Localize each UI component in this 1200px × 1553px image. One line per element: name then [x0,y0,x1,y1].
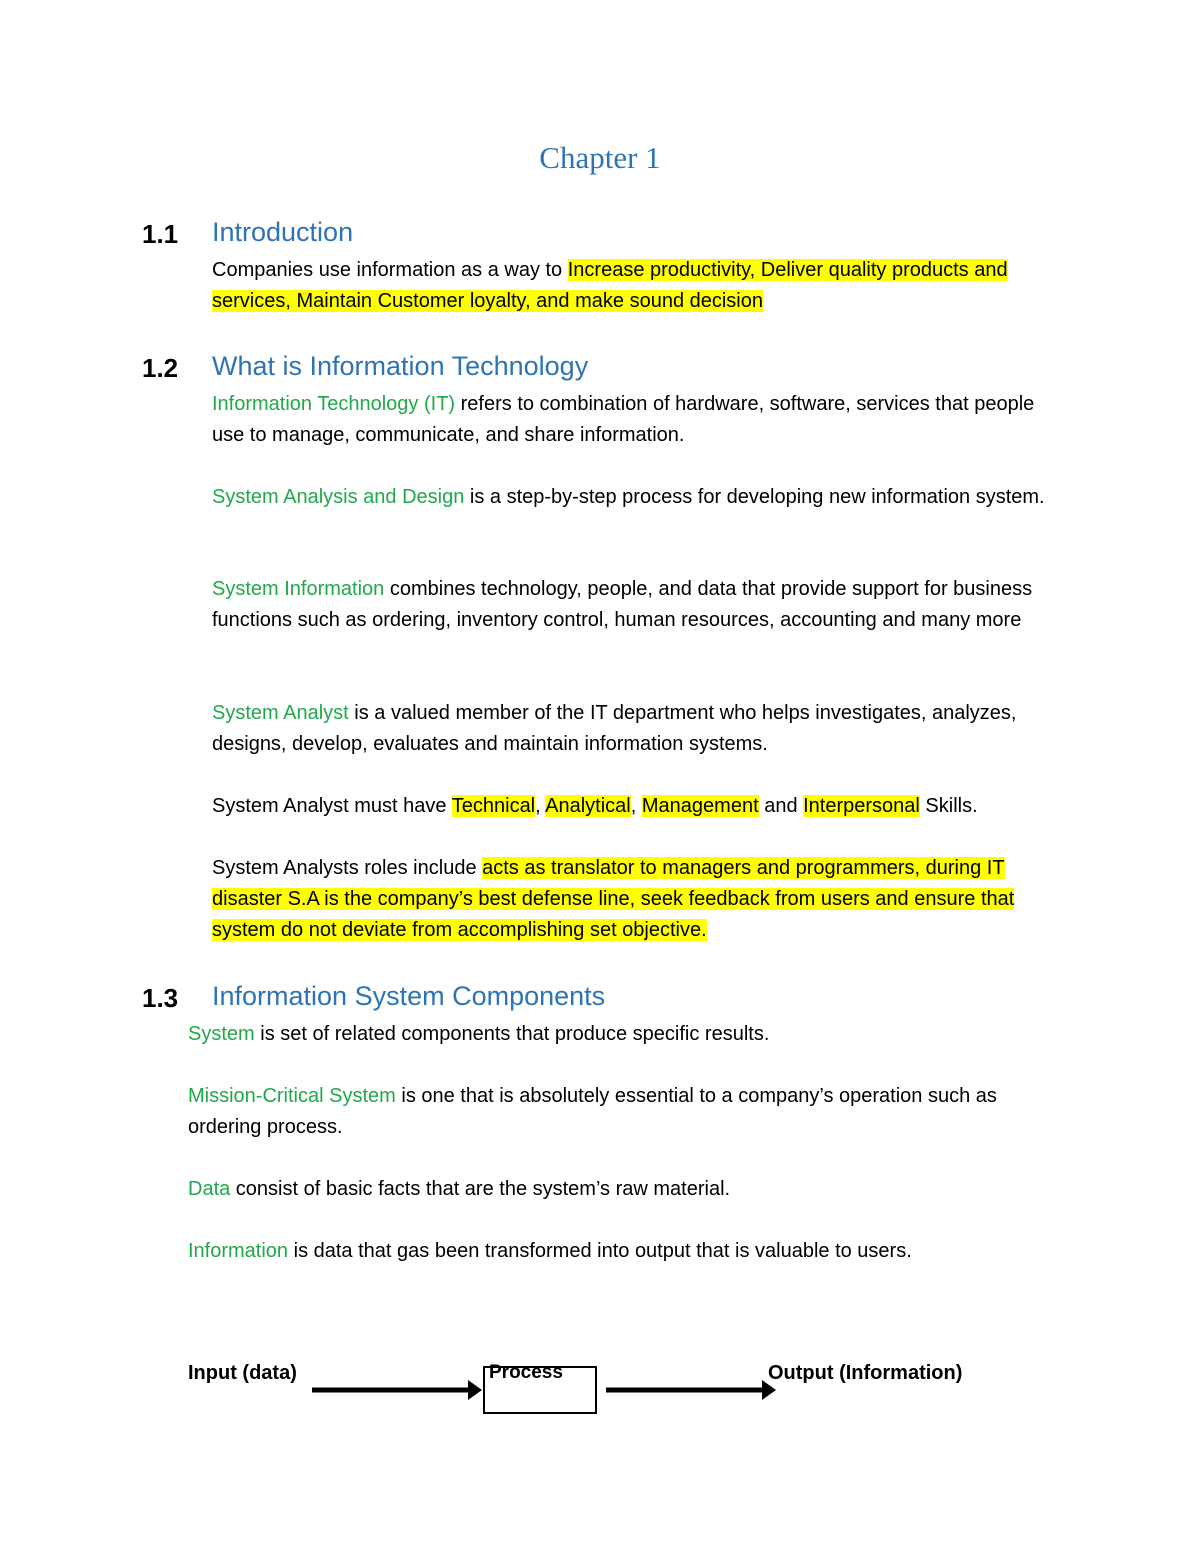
definition-term: System Analyst [212,702,349,724]
definition-text: is one that is absolutely essential to a company’s operation such as ordering process. [188,1085,997,1138]
definition-text: is a valued member of the IT department who helps investigates, analyzes, designs, develop, evaluates and maintain information systems. [212,702,1017,755]
definition-text: is a step-by-step process for developing new information system. [464,486,1045,508]
arrowhead-icon [468,1380,482,1400]
definition-text: combines technology, people, and data that provide support for business functions such as ordering, inventory control, human resources, accounting and many more [212,578,1033,631]
definition-term: System Analysis and Design [212,486,465,508]
separator: and [758,795,804,817]
definition-term: Data [188,1178,231,1200]
definition-term: Information Technology (IT) [212,393,456,415]
skill-technical: Technical [451,795,536,817]
definition-text: is set of related components that produce specific results. [254,1023,770,1045]
skill-interpersonal: Interpersonal [803,795,920,817]
definition-text: is data that gas been transformed into output that is valuable to users. [288,1240,912,1262]
separator: , [630,795,642,817]
highlighted-text: Increase productivity, Deliver quality products and services, Maintain Customer loyalty, and make sound decision [212,259,1008,312]
section-number: 1.1 [142,219,179,249]
skill-management: Management [641,795,759,817]
definition-text: consist of basic facts that are the system’s raw material. [230,1178,731,1200]
roles-lead: System Analysts roles include [212,857,483,879]
section-title: Information System Components [212,981,606,1011]
definition-term: System Information [212,578,385,600]
highlighted-text: acts as translator to managers and programmers, during IT disaster S.A is the company’s best defense line, seek feedback from users and ensure that system do not deviate from accomplishing set objective. [212,857,1015,941]
definition-term: Mission-Critical System [188,1085,396,1107]
process-label: Process [489,1362,563,1383]
paragraph-text: Companies use information as a way to [212,259,568,281]
section-title: Introduction [212,217,354,247]
section-number: 1.2 [142,353,179,383]
definition-text: refers to combination of hardware, software, services that people use to manage, communicate, and share information. [212,393,1035,446]
separator: , [535,795,546,817]
definition-term: Information [188,1240,289,1262]
skills-tail: Skills. [919,795,978,817]
skills-lead: System Analyst must have [212,795,452,817]
chapter-title: Chapter 1 [539,140,661,175]
skill-analytical: Analytical [545,795,631,817]
flow-output-label: Output (Information) [768,1362,963,1384]
flow-input-label: Input (data) [188,1362,297,1384]
definition-term: System [188,1023,255,1045]
section-number: 1.3 [142,983,179,1013]
section-title: What is Information Technology [212,351,589,381]
